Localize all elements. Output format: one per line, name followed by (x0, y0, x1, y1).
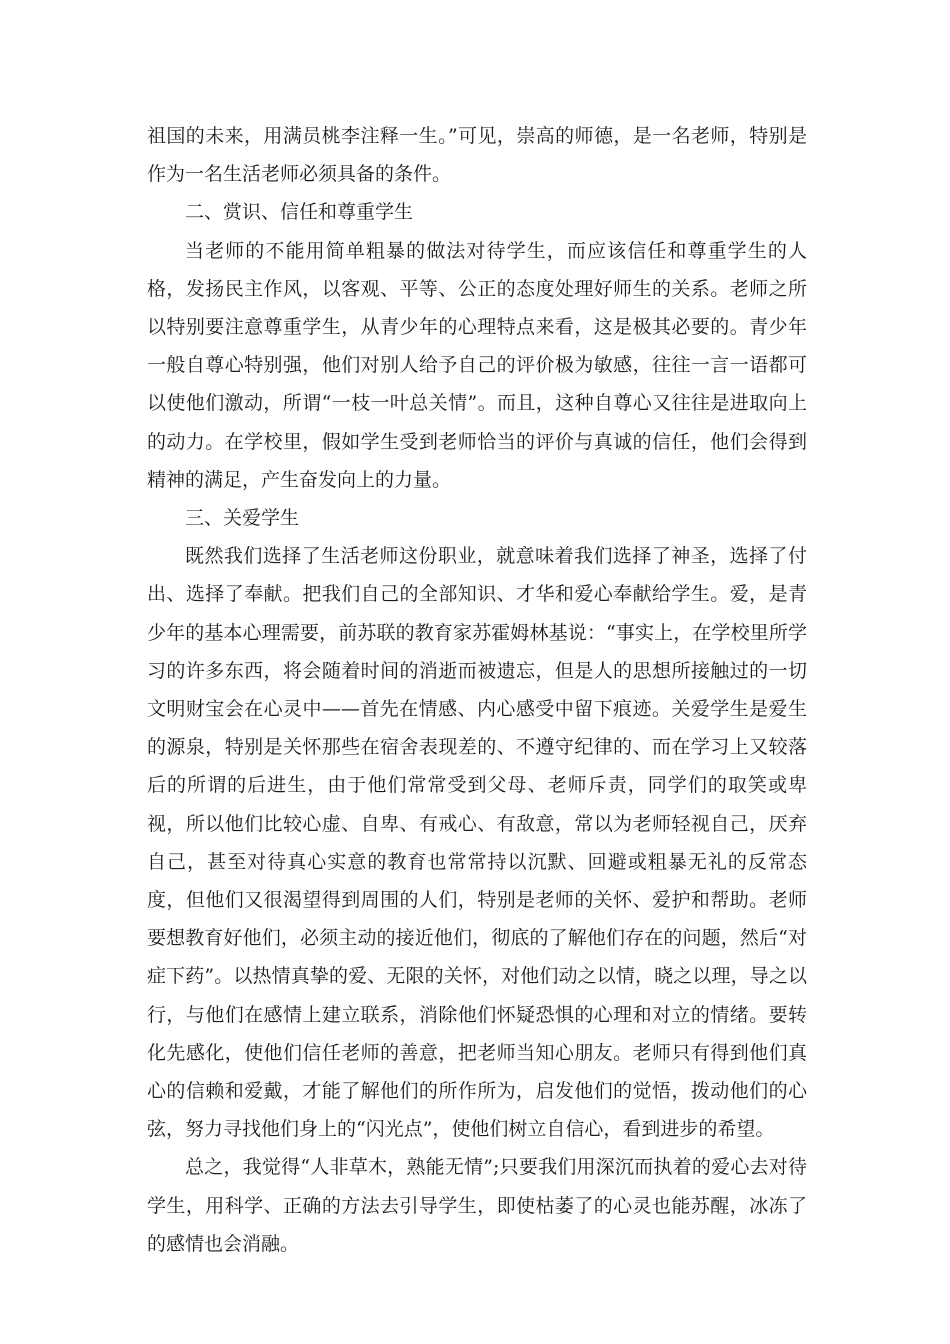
intro-paragraph: 祖国的未来，用满员桃李注释一生。”可见，崇高的师德，是一名老师，特别是作为一名生活老师必须具备的条件。 (147, 125, 807, 186)
document-body (147, 117, 807, 1263)
section-three-paragraph: 既然我们选择了生活老师这份职业，就意味着我们选择了神圣，选择了付出、选择了奉献。把我们自己的全部知识、才华和爱心奉献给学生。爱，是青少年的基本心理需要，前苏联的教育家苏霍姆林基说：“事实上，在学校里所学习的许多东西，将会随着时间的消逝而被遗忘，但是人的思想所接触过的一切文明财宝会在心灵中——首先在情感、内心感受中留下痕迹。关爱学生是爱生的源泉，特别是关怀那些在宿舍表现差的、不遵守纪律的、而在学习上又较落后的所谓的后进生，由于他们常常受到父母、老师斥责，同学们的取笑或卑视，所以他们比较心虚、自卑、有戒心、有敌意，常以为老师轻视自己，厌弃自己，甚至对待真心实意的教育也常常持以沉默、回避或粗暴无礼的反常态度，但他们又很渴望得到周围的人们，特别是老师的关怀、爱护和帮助。老师要想教育好他们，必须主动的接近他们，彻底的了解他们存在的问题，然后“对症下药”。以热情真挚的爱、无限的关怀，对他们动之以情，晓之以理，导之以行，与他们在感情上建立联系，消除他们怀疑恐惧的心理和对立的情绪。要转化先感化，使他们信任老师的善意，把老师当知心朋友。老师只有得到他们真心的信赖和爱戴，才能了解他们的所作所为，启发他们的觉悟，拨动他们的心弦，努力寻找他们身上的“闪光点”，使他们树立自信心，看到进步的希望。 (147, 545, 807, 1141)
conclusion-paragraph: 总之，我觉得“人非草木，熟能无情”;只要我们用深沉而执着的爱心去对待学生，用科学、正确的方法去引导学生，即使枯萎了的心灵也能苏醒，冰冻了的感情也会消融。 (147, 1156, 807, 1255)
section-two-heading: 二、赏识、信任和尊重学生 (185, 201, 414, 224)
section-two-paragraph: 当老师的不能用简单粗暴的做法对待学生，而应该信任和尊重学生的人格，发扬民主作风，以客观、平等、公正的态度处理好师生的关系。老师之所以特别要注意尊重学生，从青少年的心理特点来看，这是极其必要的。青少年一般自尊心特别强，他们对别人给予自己的评价极为敏感，往往一言一语都可以使他们激动，所谓“一枝一叶总关情”。而且，这种自尊心又往往是进取向上的动力。在学校里，假如学生受到老师恰当的评价与真诚的信任，他们会得到精神的满足，产生奋发向上的力量。 (147, 239, 807, 491)
section-three-heading: 三、关爱学生 (185, 507, 300, 530)
